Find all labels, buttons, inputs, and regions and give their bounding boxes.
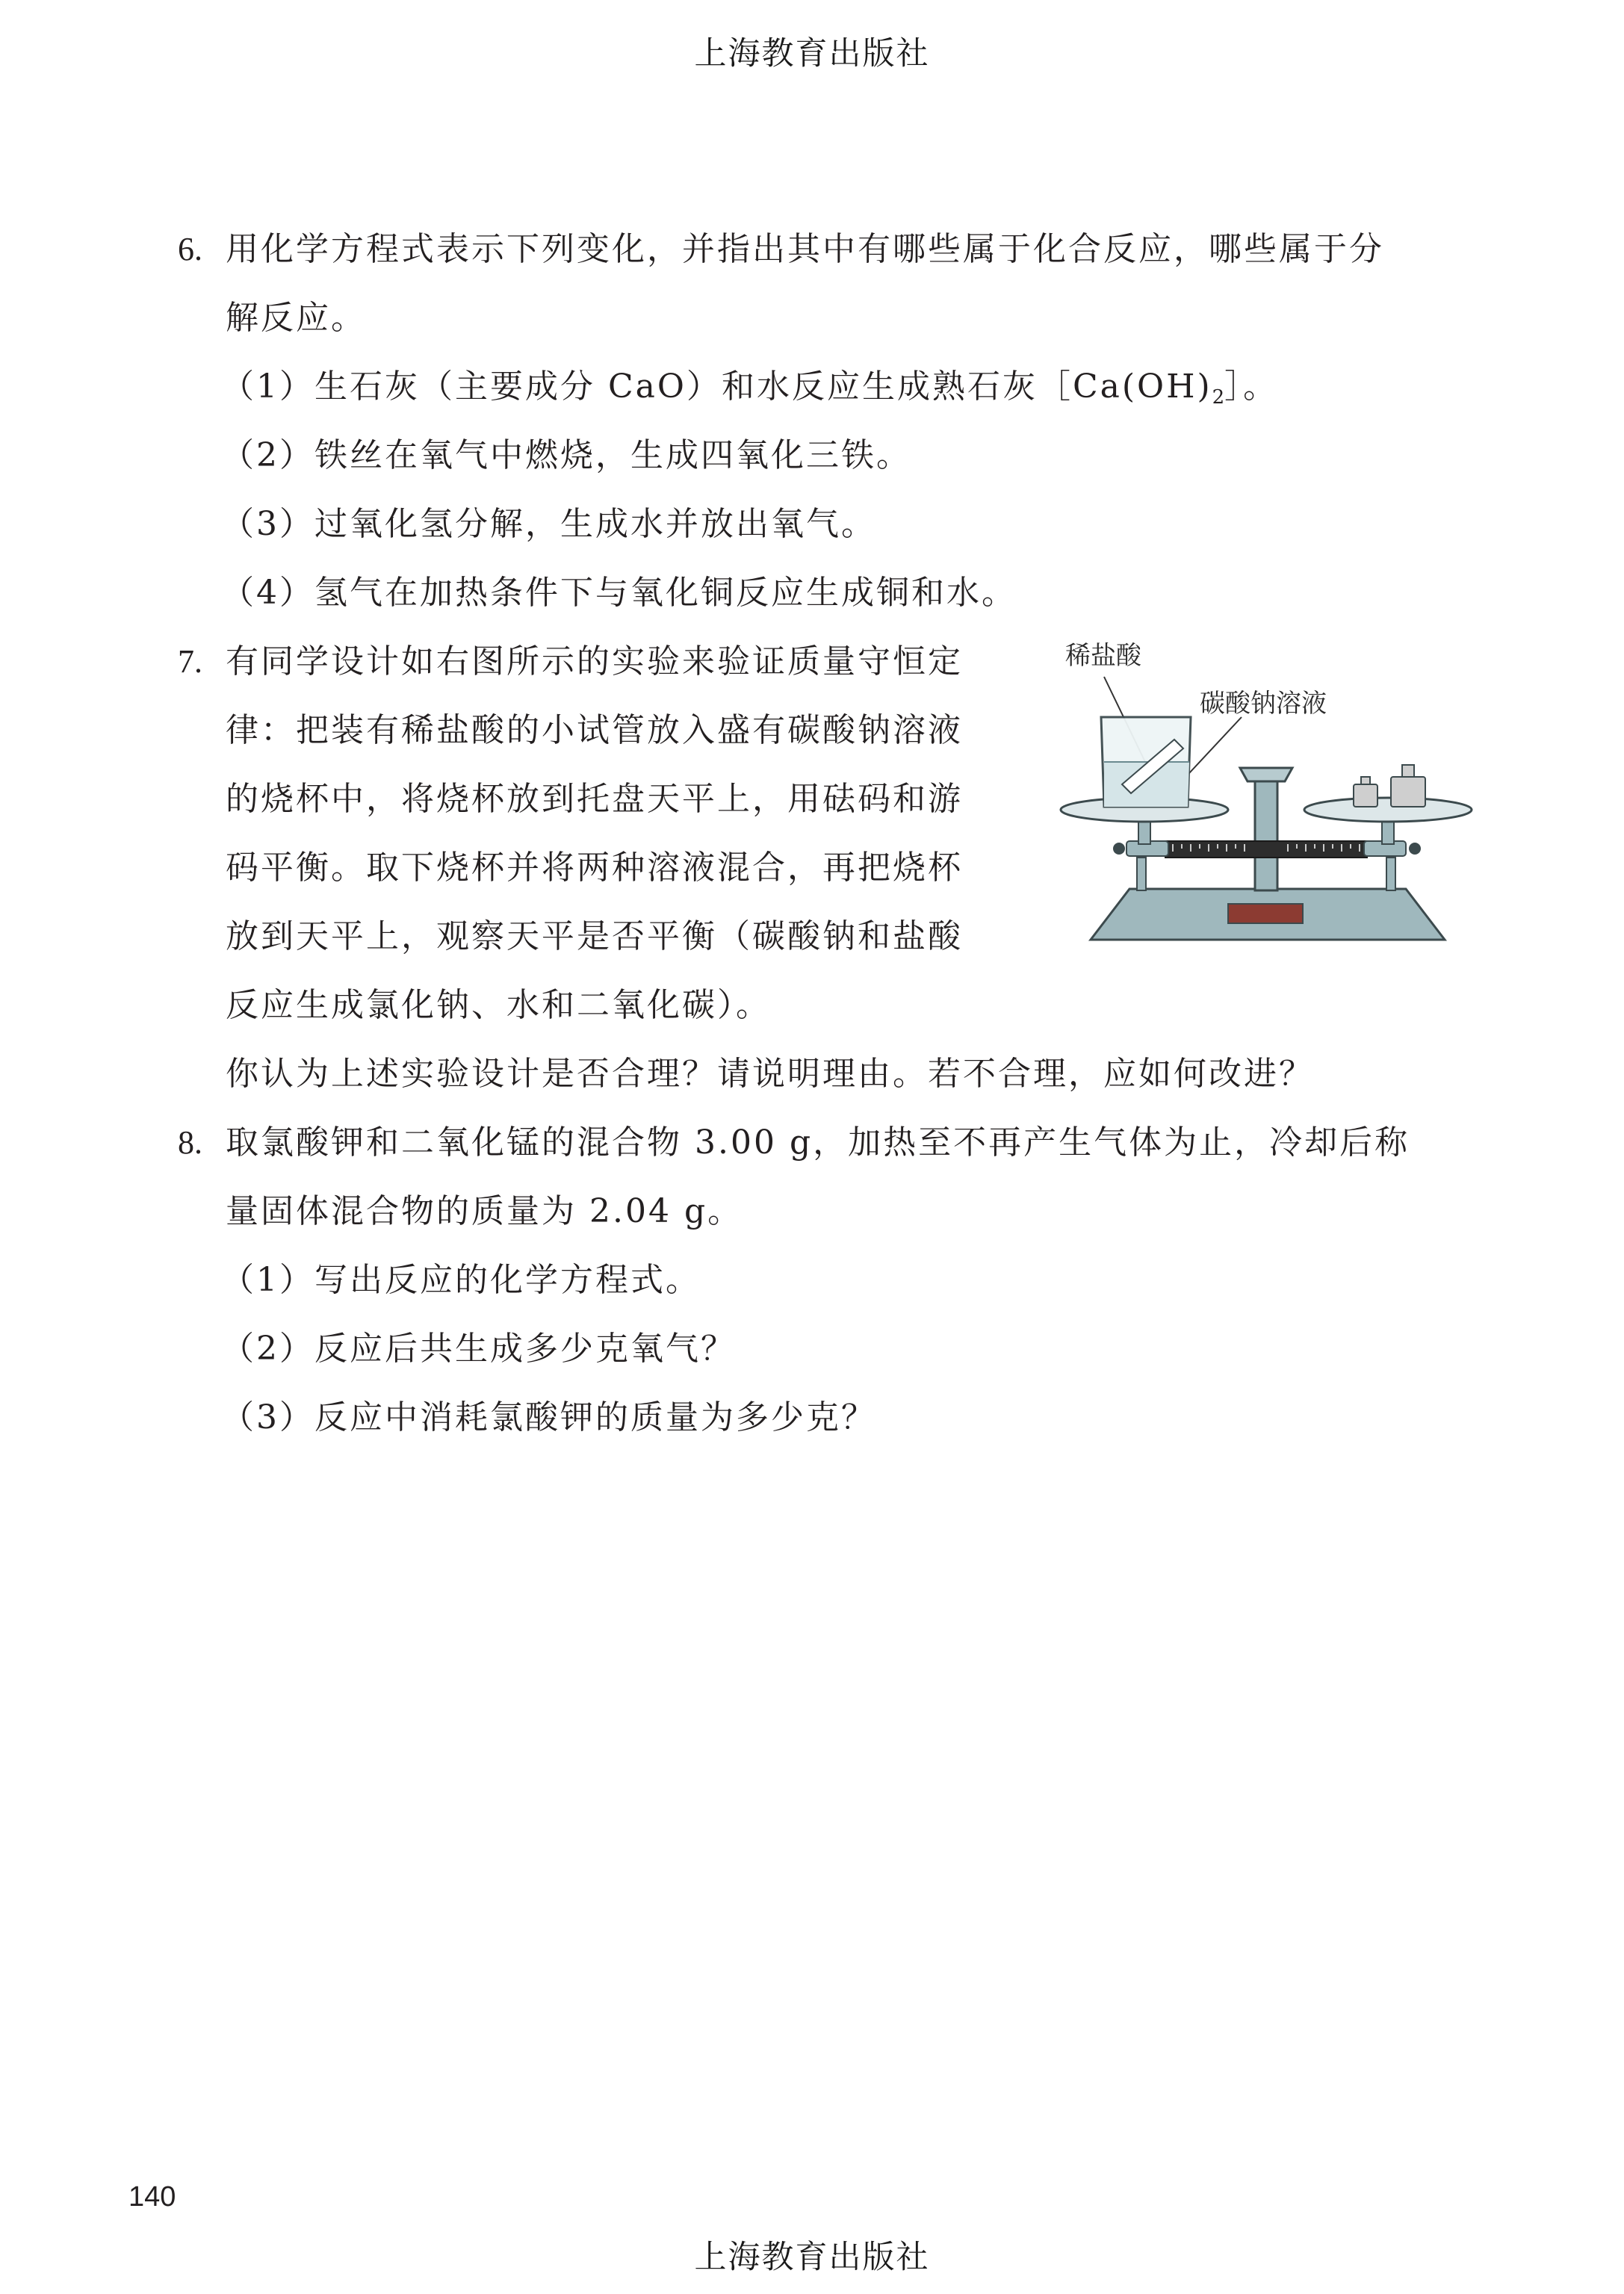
footer-publisher: 上海教育出版社 [694,2239,930,2276]
q7-line-6: 反应生成氯化钠、水和二氧化碳）。 [226,986,771,1024]
q7-line-1 [178,641,963,683]
balance-figure [1055,635,1481,964]
q6-item-1-pre: （1）生石灰（主要成分 CaO）和水反应生成熟石灰［Ca(OH) [221,368,1212,406]
q7-line-4: 码平衡。取下烧杯并将两种溶液混合，再把烧杯 [226,849,963,887]
q8-stem-text1: 取氯酸钾和二氧化锰的混合物 3.00 g，加热至不再产生气体为止，冷却后称 [226,1123,1410,1162]
q6-stem-line2: 解反应。 [226,299,366,337]
header-publisher: 上海教育出版社 [694,35,930,72]
q6-item-4: （4）氢气在加热条件下与氧化铜反应生成铜和水。 [221,574,1017,612]
balance-illustration [1055,635,1481,964]
q7-line-1-text: 有同学设计如右图所示的实验来验证质量守恒定 [226,642,963,681]
page-number: 140 [128,2181,176,2213]
label-sodium-carbonate: 碳酸钠溶液 [1200,689,1327,719]
q6-item-2: （2）铁丝在氧气中燃烧，生成四氧化三铁。 [221,436,911,474]
q7-number: 7. [178,643,202,680]
q6-item-1 [221,366,1278,418]
q8-item-2: （2）反应后共生成多少克氧气？ [221,1330,736,1368]
q6-stem-line1 [178,229,1384,270]
q8-item-1: （1）写出反应的化学方程式。 [221,1261,701,1299]
q8-item-3: （3）反应中消耗氯酸钾的质量为多少克？ [221,1398,876,1436]
q8-stem-line1 [178,1122,1410,1164]
q6-stem-text1: 用化学方程式表示下列变化，并指出其中有哪些属于化合反应，哪些属于分 [226,230,1384,268]
q7-line-5: 放到天平上，观察天平是否平衡（碳酸钠和盐酸 [226,917,963,955]
q7-question: 你认为上述实验设计是否合理？请说明理由。若不合理，应如何改进？ [226,1055,1314,1093]
q7-line-3: 的烧杯中，将烧杯放到托盘天平上，用砝码和游 [226,780,963,818]
q6-item-1-sub: 2 [1212,386,1225,409]
q8-stem-line2: 量固体混合物的质量为 2.04 g。 [226,1192,743,1230]
q6-item-1-post: ］。 [1224,368,1279,406]
q6-number: 6. [178,231,202,267]
q7-line-2: 律：把装有稀盐酸的小试管放入盛有碳酸钠溶液 [226,711,963,749]
q6-item-3: （3）过氧化氢分解，生成水并放出氧气。 [221,505,876,543]
q8-number: 8. [178,1124,202,1161]
label-dilute-hcl: 稀盐酸 [1065,641,1141,671]
